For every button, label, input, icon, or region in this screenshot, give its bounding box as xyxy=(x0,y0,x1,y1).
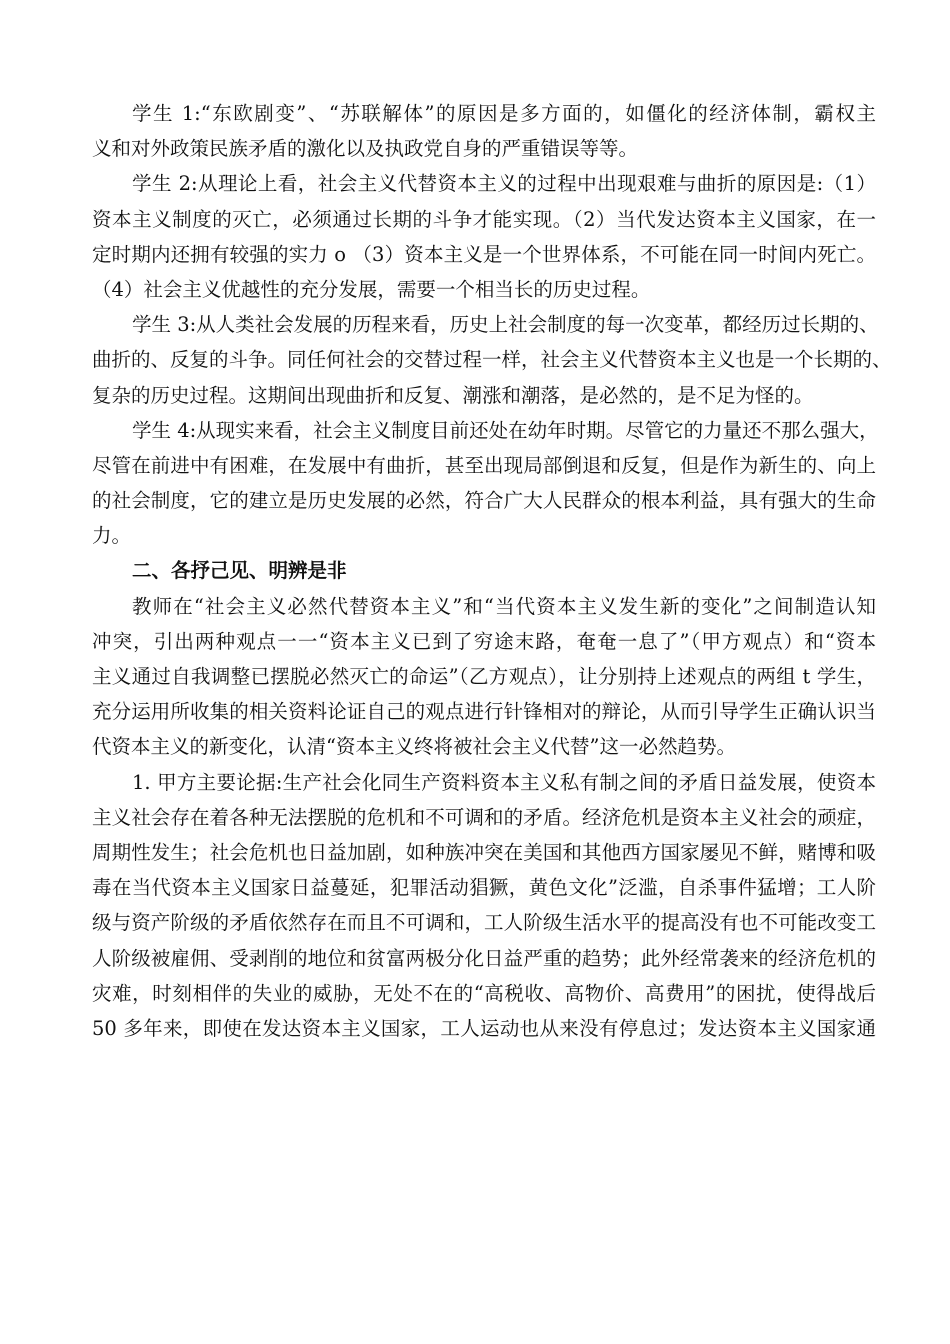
text-line: 教师在“社会主义必然代替资本主义”和“当代资本主义发生新的变化”之间制造认知 xyxy=(132,594,876,618)
text-line: 义和对外政策民族矛盾的激化以及执政党自身的严重错误等等。 xyxy=(92,137,639,161)
section-heading: 二、各抒己见、明辨是非 xyxy=(132,559,347,583)
text-line: 复杂的历史过程。这期间出现曲折和反复、潮涨和潮落，是必然的，是不足为怪的。 xyxy=(92,383,814,407)
text-line: （4）社会主义优越性的充分发展，需要一个相当长的历史过程。 xyxy=(92,277,651,301)
text-line: 的社会制度，它的建立是历史发展的必然，符合广大人民群众的根本利益，具有强大的生命 xyxy=(92,489,876,513)
document-body xyxy=(92,96,892,1046)
text-line: 尽管在前进中有困难，在发展中有曲折，甚至出现局部倒退和反复，但是作为新生的、向上 xyxy=(92,453,876,477)
text-line: 学生 3:从人类社会发展的历程来看，历史上社会制度的每一次变革，都经历过长期的、 xyxy=(132,313,879,337)
text-line: 1. 甲方主要论据:生产社会化同生产资料资本主义私有制之间的矛盾日益发展，使资本 xyxy=(132,770,876,794)
text-line: 毒在当代资本主义国家日益蔓延，犯罪活动猖獗，黄色文化”泛滥，自杀事件猛增；工人阶 xyxy=(92,876,876,900)
text-line: 冲突，引出两种观点一一“资本主义已到了穷途末路，奄奄一息了”（甲方观点）和“资本 xyxy=(92,629,876,653)
text-line: 曲折的、反复的斗争。同任何社会的交替过程一样，社会主义代替资本主义也是一个长期的、 xyxy=(92,348,892,372)
text-line: 周期性发生；社会危机也日益加剧，如种族冲突在美国和其他西方国家屡见不鲜，赌博和吸 xyxy=(92,840,876,864)
text-line: 资本主义制度的灭亡，必须通过长期的斗争才能实现。（2）当代发达资本主义国家，在一 xyxy=(92,207,876,231)
text-line: 定时期内还拥有较强的实力 o （3）资本主义是一个世界体系，不可能在同一时间内死亡。 xyxy=(92,242,876,266)
text-line: 学生 2:从理论上看，社会主义代替资本主义的过程中出现艰难与曲折的原因是:（1） xyxy=(132,172,876,196)
text-line: 力。 xyxy=(92,524,132,548)
text-line: 主义通过自我调整已摆脱必然灭亡的命运”（乙方观点），让分别持上述观点的两组 t 学生， xyxy=(92,665,876,688)
text-line: 级与资产阶级的矛盾依然存在而且不可调和，工人阶级生活水平的提高没有也不可能改变工 xyxy=(92,911,876,935)
text-line: 学生 1:“东欧剧变”、“苏联解体”的原因是多方面的，如僵化的经济体制，霸权主 xyxy=(132,102,876,125)
text-line: 主义社会存在着各种无法摆脱的危机和不可调和的矛盾。经济危机是资本主义社会的顽症， xyxy=(92,805,876,829)
text-line: 50 多年来，即使在发达资本主义国家，工人运动也从来没有停息过；发达资本主义国家通 xyxy=(92,1016,876,1040)
text-line: 充分运用所收集的相关资料论证自己的观点进行针锋相对的辩论，从而引导学生正确认识当 xyxy=(92,700,876,724)
text-line: 灾难，时刻相伴的失业的威胁，无处不在的“高税收、高物价、高费用”的困扰，使得战后 xyxy=(92,981,876,1005)
text-line: 学生 4:从现实来看，社会主义制度目前还处在幼年时期。尽管它的力量还不那么强大， xyxy=(132,418,879,442)
text-line: 人阶级被雇佣、受剥削的地位和贫富两极分化日益严重的趋势；此外经常袭来的经济危机的 xyxy=(92,946,876,970)
text-line: 代资本主义的新变化，认清“资本主义终将被社会主义代替”这一必然趋势。 xyxy=(92,735,736,759)
